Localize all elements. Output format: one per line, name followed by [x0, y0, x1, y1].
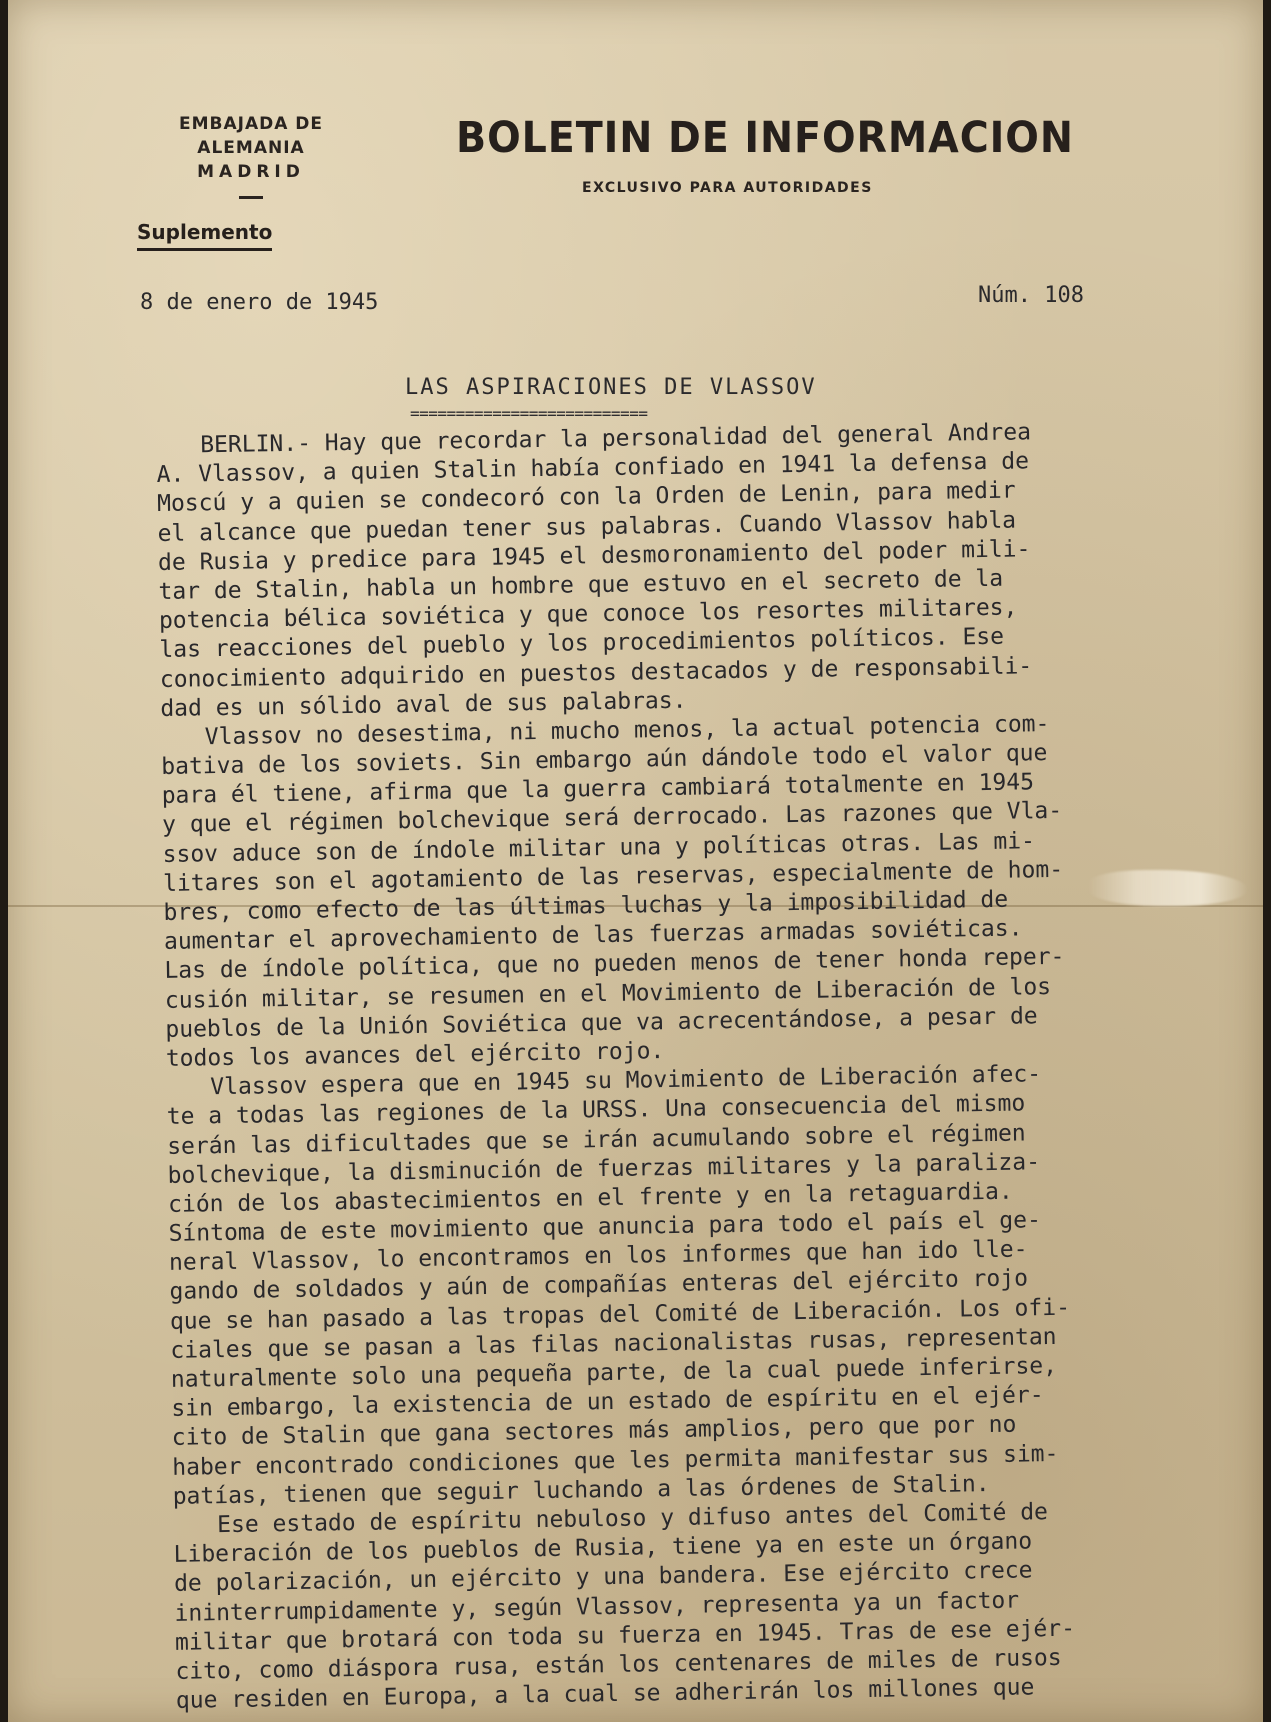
body-line: de Rusia y predice para 1945 el desmoronamiento del poder mili- [157, 536, 1031, 576]
article-body [156, 415, 1236, 1716]
body-line: pueblos de la Unión Soviética que va acrecentándose, a pesar de [165, 1002, 1038, 1043]
body-line: naturalmente solo una pequeña parte, de la cual puede inferirse, [170, 1352, 1058, 1393]
body-line: Vlassov no desestima, ni mucho menos, la actual potencia com- [204, 710, 1050, 751]
body-line: Síntoma de este movimiento que anuncia para todo el país el ge- [168, 1207, 1042, 1247]
embassy-block [126, 112, 376, 199]
issue-date: 8 de enero de 1945 [140, 290, 379, 315]
article-title-underline: ========================== [410, 404, 648, 423]
body-line: el alcance que puedan tener sus palabras. Cuando Vlassov habla [157, 507, 1017, 547]
article-title: LAS ASPIRACIONES DE VLASSOV [405, 375, 817, 400]
body-line: ssov aduce son de índole militar una y políticas otras. Las mi- [162, 827, 1036, 868]
document-page [8, 0, 1263, 1722]
body-line: que residen en Europa, a la cual se adherirán los millones que [175, 1674, 1035, 1714]
body-line: BERLIN.- Hay que recordar la personalidad del general Andrea [200, 419, 1032, 459]
body-line: te a todas las regiones de la URSS. Una consecuencia del mismo [166, 1090, 1026, 1131]
body-line: gando de soldados y aún de compañías enteras del ejército rojo [169, 1265, 1029, 1306]
body-line: las reacciones del pueblo y los procedimientos políticos. Ese [159, 624, 1005, 664]
body-line: bolchevique, la disminución de fuerzas militares y la paraliza- [167, 1148, 1041, 1189]
body-line: tar de Stalin, habla un hombre que estuvo en el secreto de la [158, 565, 1004, 605]
body-line: cito, como diáspora rusa, están los centenares de miles de rusos [175, 1644, 1062, 1685]
embassy-name: EMBAJADA DE ALEMANIA [178, 114, 324, 158]
issue-number: Núm. 108 [978, 283, 1084, 308]
body-line: Las de índole política, que no pueden menos de tener honda reper- [164, 944, 1065, 985]
body-line: neral Vlassov, lo encontramos en los informes que han ido lle- [168, 1236, 1028, 1277]
bulletin-subtitle: EXCLUSIVO PARA AUTORIDADES [582, 180, 873, 196]
body-line: todos los avances del ejército rojo. [165, 1038, 665, 1072]
body-line: potencia bélica soviética y que conoce los resortes militares, [158, 594, 1018, 635]
body-line: dad es un sólido aval de sus palabras. [160, 687, 687, 722]
body-line: conocimiento adquirido en puestos destacados y de responsabili- [159, 652, 1033, 693]
body-line: bres, como efecto de las últimas luchas y la imposibilidad de [163, 886, 1009, 926]
body-line: litares son el agotamiento de las reservas, especialmente de hom- [162, 856, 1064, 897]
header-dash [239, 196, 263, 199]
body-line: y que el régimen bolchevique será derrocado. Las razones que Vla- [161, 798, 1063, 839]
supplement-label: Suplemento [137, 220, 272, 251]
bulletin-title: BOLETIN DE INFORMACION [456, 113, 1074, 163]
body-line: bativa de los soviets. Sin embargo aún dándole todo el valor que [161, 740, 1048, 781]
body-line: ininterrumpidamente y, según Vlassov, representa ya un factor [174, 1587, 1020, 1627]
body-line: patías, tienen que seguir luchando a las órdenes de Stalin. [172, 1470, 990, 1510]
body-line: ciales que se pasan a las filas nacionalistas rusas, representan [170, 1323, 1057, 1364]
body-line: Vlassov espera que en 1945 su Movimiento de Liberación afec- [210, 1061, 1042, 1101]
body-line: cusión militar, se resumen en el Movimiento de Liberación de los [164, 973, 1052, 1014]
body-line: haber encontrado condiciones que les permita manifestar sus sim- [172, 1440, 1059, 1481]
body-line: A. Vlassov, a quien Stalin había confiado en 1941 la defensa de [156, 448, 1030, 489]
body-line: ción de los abastecimientos en el frente y en la retaguardia. [167, 1178, 1013, 1218]
body-line: cito de Stalin que gana sectores más amplios, pero que por no [171, 1411, 1017, 1452]
body-line: militar que brotará con toda su fuerza en 1945. Tras de ese ejér- [174, 1615, 1076, 1656]
body-line: aumentar el aprovechamiento de las fuerzas armadas soviéticas. [163, 915, 1023, 956]
body-line: Liberación de los pueblos de Rusia, tiene ya en este un órgano [173, 1528, 1033, 1568]
body-line: serán las dificultades que se irán acumulando sobre el régimen [167, 1119, 1026, 1160]
body-line: sin embargo, la existencia de un estado de espíritu en el ejér- [171, 1382, 1044, 1423]
body-line: de polarización, un ejército y una bandera. Ese ejército crece [173, 1557, 1033, 1598]
body-line: Moscú y a quien se condecoró con la Orden de Lenin, para medir [156, 477, 1016, 518]
embassy-city: MADRID [197, 162, 305, 182]
body-line: Ese estado de espíritu nebuloso y difuso antes del Comité de [216, 1499, 1049, 1539]
body-line: que se han pasado a las tropas del Comité de Liberación. Los ofi- [169, 1294, 1071, 1335]
body-line: para él tiene, afirma que la guerra cambiará totalmente en 1945 [161, 769, 1035, 810]
